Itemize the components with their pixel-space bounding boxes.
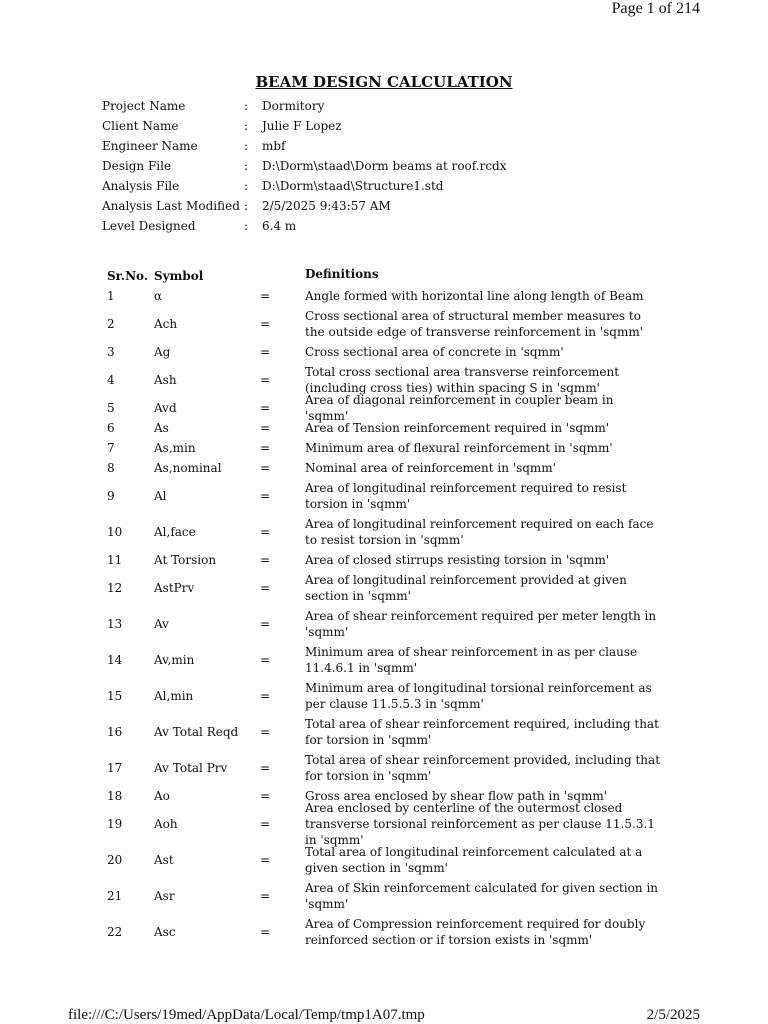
- meta-colon: :: [244, 159, 249, 173]
- meta-value: D:\Dorm\staad\Dorm beams at roof.rcdx: [262, 159, 507, 173]
- row-symbol: Av: [154, 617, 169, 631]
- row-symbol: Aoh: [154, 817, 178, 831]
- row-symbol: Asr: [154, 889, 175, 903]
- row-definition: Gross area enclosed by shear flow path in 'sqmm': [305, 789, 608, 803]
- row-number: 15: [107, 689, 123, 703]
- row-equals: =: [260, 853, 271, 867]
- meta-row: [102, 136, 507, 156]
- row-number: 22: [107, 925, 123, 939]
- row-number: 5: [107, 401, 115, 415]
- row-equals: =: [260, 289, 271, 303]
- meta-row: [102, 196, 507, 216]
- row-number: 8: [107, 461, 115, 475]
- footer-date: 2/5/2025: [646, 1007, 700, 1023]
- table-row: [107, 458, 667, 478]
- row-definition: Area of Compression reinforcement required for doubly reinforced section or if torsion exists in 'sqmm': [305, 917, 646, 947]
- table-row: [107, 714, 667, 750]
- header-definitions: Definitions: [305, 267, 379, 281]
- row-definition: Total cross sectional area transverse reinforcement (including cross ties) within spacing S in 'sqmm': [305, 365, 620, 395]
- row-number: 7: [107, 441, 115, 455]
- table-row: [107, 342, 667, 362]
- meta-key: Analysis Last Modified: [102, 199, 240, 213]
- table-row: [107, 678, 667, 714]
- meta-value: mbf: [262, 139, 286, 153]
- row-equals: =: [260, 761, 271, 775]
- row-number: 4: [107, 373, 115, 387]
- table-row: [107, 914, 667, 950]
- meta-key: Engineer Name: [102, 139, 198, 153]
- row-number: 20: [107, 853, 123, 867]
- table-row: [107, 606, 667, 642]
- meta-colon: :: [244, 199, 249, 213]
- meta-row: [102, 216, 507, 236]
- row-definition: Area of closed stirrups resisting torsion in 'sqmm': [305, 553, 610, 567]
- row-definition: Cross sectional area of structural member measures to the outside edge of transverse reinforcement in 'sqmm': [305, 309, 644, 339]
- header-symbol: Symbol: [154, 269, 204, 283]
- row-definition: Area of Skin reinforcement calculated for given section in 'sqmm': [305, 881, 659, 911]
- row-number: 14: [107, 653, 123, 667]
- meta-row: [102, 156, 507, 176]
- row-definition: Total area of shear reinforcement required, including that for torsion in 'sqmm': [305, 717, 659, 747]
- row-number: 1: [107, 289, 115, 303]
- row-equals: =: [260, 789, 271, 803]
- row-symbol: α: [154, 289, 163, 303]
- meta-row: [102, 96, 507, 116]
- row-definition: Angle formed with horizontal line along length of Beam: [305, 289, 644, 303]
- row-equals: =: [260, 889, 271, 903]
- table-row: [107, 550, 667, 570]
- row-equals: =: [260, 401, 271, 415]
- page-number: Page 1 of 214: [611, 0, 700, 17]
- row-symbol: Ach: [154, 317, 178, 331]
- meta-row: [102, 176, 507, 196]
- row-symbol: Al,face: [154, 525, 196, 539]
- row-definition: Total area of longitudinal reinforcement calculated at a given section in 'sqmm': [305, 845, 643, 875]
- row-number: 9: [107, 489, 115, 503]
- row-definition: Minimum area of shear reinforcement in as per clause 11.4.6.1 in 'sqmm': [305, 645, 638, 675]
- meta-colon: :: [244, 139, 249, 153]
- row-equals: =: [260, 653, 271, 667]
- row-equals: =: [260, 817, 271, 831]
- row-symbol: Asc: [154, 925, 176, 939]
- row-definition: Area of longitudinal reinforcement required on each face to resist torsion in 'sqmm': [305, 517, 654, 547]
- table-row: [107, 750, 667, 786]
- row-symbol: Ao: [154, 789, 170, 803]
- row-symbol: Ast: [154, 853, 174, 867]
- row-equals: =: [260, 581, 271, 595]
- row-equals: =: [260, 617, 271, 631]
- row-number: 3: [107, 345, 115, 359]
- meta-colon: :: [244, 219, 249, 233]
- table-row: [107, 801, 667, 847]
- meta-key: Project Name: [102, 99, 186, 113]
- table-row: [107, 438, 667, 458]
- meta-value: Julie F Lopez: [262, 119, 342, 133]
- row-symbol: Av Total Reqd: [154, 725, 239, 739]
- table-row: [107, 478, 667, 514]
- row-symbol: As,min: [154, 441, 196, 455]
- table-row: [107, 393, 667, 423]
- row-number: 18: [107, 789, 123, 803]
- row-symbol: Ash: [154, 373, 177, 387]
- row-symbol: AstPrv: [154, 581, 195, 595]
- row-number: 2: [107, 317, 115, 331]
- row-equals: =: [260, 525, 271, 539]
- row-symbol: Av,min: [154, 653, 195, 667]
- meta-colon: :: [244, 99, 249, 113]
- table-row: [107, 642, 667, 678]
- row-definition: Total area of shear reinforcement provided, including that for torsion in 'sqmm': [305, 753, 661, 783]
- row-number: 21: [107, 889, 123, 903]
- row-symbol: Av Total Prv: [154, 761, 228, 775]
- row-equals: =: [260, 461, 271, 475]
- row-symbol: Al,min: [154, 689, 194, 703]
- table-row: [107, 570, 667, 606]
- row-definition: Area of shear reinforcement required per meter length in 'sqmm': [305, 609, 657, 639]
- row-number: 12: [107, 581, 123, 595]
- row-definition: Area of longitudinal reinforcement provided at given section in 'sqmm': [305, 573, 627, 603]
- meta-key: Level Designed: [102, 219, 196, 233]
- row-symbol: As,nominal: [154, 461, 222, 475]
- meta-key: Design File: [102, 159, 172, 173]
- row-equals: =: [260, 489, 271, 503]
- table-row: [107, 418, 667, 438]
- row-number: 16: [107, 725, 123, 739]
- table-row: [107, 306, 667, 342]
- document-title: BEAM DESIGN CALCULATION: [255, 73, 513, 91]
- table-body: [107, 286, 667, 950]
- meta-value: 2/5/2025 9:43:57 AM: [262, 199, 391, 213]
- table-row: [107, 514, 667, 550]
- table-row: [107, 286, 667, 306]
- meta-value: 6.4 m: [262, 219, 297, 233]
- row-equals: =: [260, 441, 271, 455]
- row-definition: Cross sectional area of concrete in 'sqmm': [305, 345, 564, 359]
- row-symbol: Avd: [154, 401, 177, 415]
- row-symbol: Ag: [154, 345, 171, 359]
- row-definition: Area of longitudinal reinforcement required to resist torsion in 'sqmm': [305, 481, 627, 511]
- meta-key: Analysis File: [102, 179, 180, 193]
- row-number: 11: [107, 553, 123, 567]
- row-equals: =: [260, 421, 271, 435]
- row-symbol: As: [154, 421, 169, 435]
- meta-row: [102, 116, 507, 136]
- row-definition: Area of diagonal reinforcement in coupler beam in 'sqmm': [305, 393, 614, 423]
- row-definition: Nominal area of reinforcement in 'sqmm': [305, 461, 556, 475]
- row-equals: =: [260, 925, 271, 939]
- table-row: [107, 878, 667, 914]
- row-equals: =: [260, 345, 271, 359]
- row-number: 10: [107, 525, 123, 539]
- row-equals: =: [260, 373, 271, 387]
- row-symbol: Al: [154, 489, 167, 503]
- definitions-table: [107, 266, 667, 950]
- row-definition: Minimum area of flexural reinforcement in 'sqmm': [305, 441, 613, 455]
- row-definition: Minimum area of longitudinal torsional reinforcement as per clause 11.5.5.3 in 'sqmm': [305, 681, 652, 711]
- row-equals: =: [260, 317, 271, 331]
- footer-file-path: file:///C:/Users/19med/AppData/Local/Temp/tmp1A07.tmp: [68, 1007, 425, 1023]
- row-number: 13: [107, 617, 123, 631]
- project-info: [102, 96, 507, 236]
- row-definition: Area enclosed by centerline of the outermost closed transverse torsional reinforcement as per clause 11.5.3.1 in 'sqmm': [305, 801, 655, 847]
- meta-value: D:\Dorm\staad\Structure1.std: [262, 179, 444, 193]
- row-number: 17: [107, 761, 123, 775]
- table-row: [107, 842, 667, 878]
- row-equals: =: [260, 725, 271, 739]
- row-number: 6: [107, 421, 115, 435]
- table-header: [107, 266, 667, 286]
- header-spacer: [260, 266, 305, 286]
- row-equals: =: [260, 689, 271, 703]
- meta-colon: :: [244, 119, 249, 133]
- row-definition: Area of Tension reinforcement required in 'sqmm': [305, 421, 610, 435]
- row-equals: =: [260, 553, 271, 567]
- meta-key: Client Name: [102, 119, 179, 133]
- meta-value: Dormitory: [262, 99, 325, 113]
- row-symbol: At Torsion: [154, 553, 217, 567]
- meta-colon: :: [244, 179, 249, 193]
- header-srno: Sr.No.: [107, 269, 149, 283]
- row-number: 19: [107, 817, 123, 831]
